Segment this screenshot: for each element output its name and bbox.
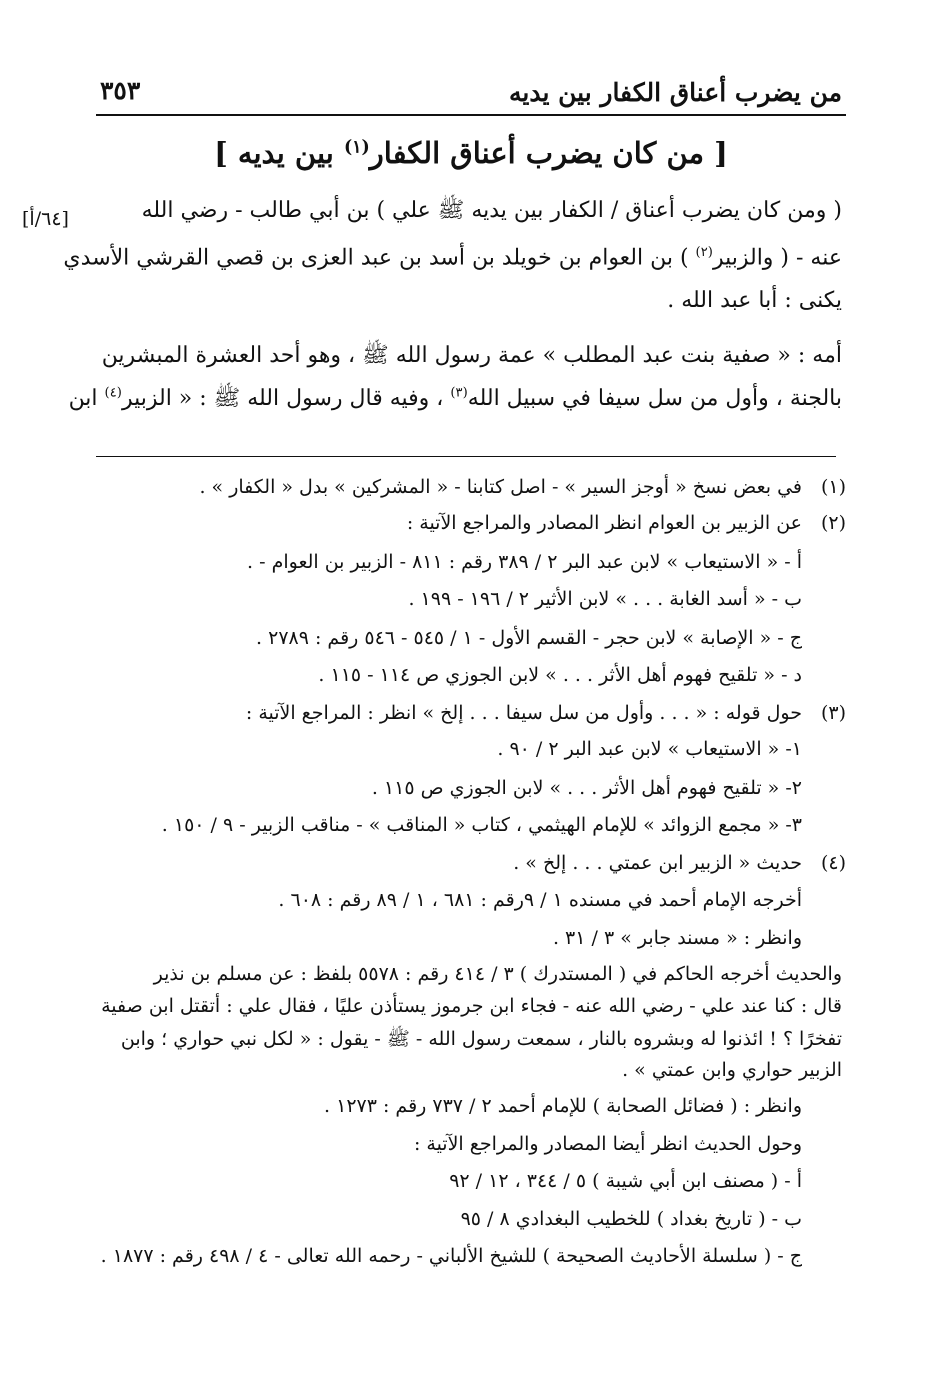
footnote-number-2: (٢) (820, 512, 846, 534)
footnote-4-h: وحول الحديث انظر أيضا المصادر والمراجع الآتية : (413, 1133, 802, 1155)
footnote-2-d: د - « تلقيح فهوم أهل الأثر . . . » لابن الجوزي ص ١١٤ - ١١٥ . (318, 664, 802, 686)
footnote-4: حديث « الزبير ابن عمتي . . . إلخ » . (513, 852, 802, 874)
footnote-2-b: ب - « أسد الغابة . . . » لابن الأثير ٢ / ١٩٦ - ١٩٩ . (408, 588, 802, 610)
footnote-4-d: قال : كنا عند علي - رضي الله عنه - فجاء ابن جرموز يستأذن عليًا ، فقال علي : أتقتل ابن صفية (101, 995, 842, 1017)
body-line-4: أمه : « صفية بنت عبد المطلب » عمة رسول الله ﷺ ، وهو أحد العشرة المبشرين (101, 343, 842, 368)
body-line-1: ( ومن كان يضرب أعناق / الكفار بين يديه ﷺ علي ) بن أبي طالب - رضي الله (141, 198, 842, 223)
body-line-2-a: عنه - ( والزبير (712, 245, 842, 271)
footnote-4-b: وانظر : « مسند جابر » ٣ / ٣١ . (552, 927, 802, 949)
footnote-number-1: (١) (820, 476, 846, 498)
footnote-2-c: ج - « الإصابة » لابن حجر - القسم الأول - ١ / ٥٤٥ - ٥٤٦ رقم : ٢٧٨٩ . (256, 627, 802, 649)
footnote-ref-3: (٣) (450, 385, 468, 401)
footnote-4-i: أ - ( مصنف ابن أبي شيبة ) ٥ / ٣٤٤ ، ١٢ / ٩٢ (449, 1170, 802, 1192)
body-line-5-a: بالجنة ، وأول من سل سيفا في سبيل الله (467, 386, 842, 411)
chapter-title (96, 136, 846, 170)
body-line-5-c: ابن (68, 386, 105, 411)
footnote-3-3: ٣- « مجمع الزوائد » للإمام الهيثمي ، كتاب « المناقب » - مناقب الزبير - ٩ / ١٥٠ . (161, 814, 802, 836)
footnote-1: في بعض نسخ « أوجز السير » - اصل كتابنا - « المشركين » بدل « الكفار » . (199, 476, 802, 498)
chapter-title-close: بين يديه ] (214, 136, 344, 170)
footnote-separator (96, 456, 836, 457)
footnote-ref-2: (٢) (695, 245, 713, 260)
footnote-2: عن الزبير بن العوام انظر المصادر والمراجع الآتية : (406, 512, 802, 534)
body-line-2-b: ) بن العوام بن خويلد بن أسد بن عبد العزى بن قصي القرشي الأسدي (63, 245, 696, 271)
body-line-5 (69, 384, 842, 416)
running-title: من يضرب أعناق الكفار بين يديه (508, 78, 842, 107)
footnote-4-a: أخرجه الإمام أحمد في مسنده ١ / ٩رقم : ٦٨١ ، ١ / ٨٩ رقم : ٦٠٨ . (278, 889, 802, 911)
footnote-number-4: (٤) (820, 852, 846, 874)
header-rule (96, 114, 846, 116)
chapter-footnote-ref: (١) (343, 137, 370, 158)
footnote-3-1: ١- « الاستيعاب » لابن عبد البر ٢ / ٩٠ . (497, 738, 802, 760)
chapter-title-open: [ من كان يضرب أعناق الكفار (369, 136, 728, 170)
body-line-5-b: ، وفيه قال رسول الله ﷺ : « الزبير (121, 386, 451, 411)
footnote-4-f: الزبير حواري وابن عمتي » . (622, 1059, 842, 1081)
footnote-ref-4: (٤) (104, 385, 122, 401)
footnote-3-2: ٢- « تلقيح فهوم أهل الأثر . . . » لابن الجوزي ص ١١٥ . (371, 777, 802, 799)
footnote-4-g: وانظر : ( فضائل الصحابة ) للإمام أحمد ٢ / ٧٣٧ رقم : ١٢٧٣ . (324, 1095, 802, 1117)
body-line-2 (63, 245, 842, 270)
footnote-3: حول قوله : « . . . وأول من سل سيفا . . . إلخ » انظر : المراجع الآتية : (245, 702, 802, 724)
footnote-4-c: والحديث أخرجه الحاكم في ( المستدرك ) ٣ / ٤١٤ رقم : ٥٥٧٨ بلفظ : عن مسلم بن نذير (153, 963, 842, 985)
footnote-4-e: تفخرًا ؟ ! ائذنوا له وبشروه بالنار ، سمعت رسول الله - ﷺ - يقول : « لكل نبي حواري ؛ وابن (120, 1028, 842, 1050)
footnote-2-a: أ - « الاستيعاب » لابن عبد البر ٢ / ٣٨٩ رقم : ٨١١ - الزبير بن العوام - . (247, 551, 802, 573)
manuscript-folio-note: [٦٤/أ] (22, 208, 69, 230)
footnote-4-k: ج - ( سلسلة الأحاديث الصحيحة ) للشيخ الألباني - رحمه الله تعالى - ٤ / ٤٩٨ رقم : ١٨٧٧ . (100, 1245, 802, 1267)
footnote-4-j: ب - ( تاريخ بغداد ) للخطيب البغدادي ٨ / ٩٥ (460, 1208, 802, 1230)
page-number: ٣٥٣ (100, 76, 141, 105)
body-line-3: يكنى : أبا عبد الله . (667, 288, 842, 313)
footnote-number-3: (٣) (820, 702, 846, 724)
